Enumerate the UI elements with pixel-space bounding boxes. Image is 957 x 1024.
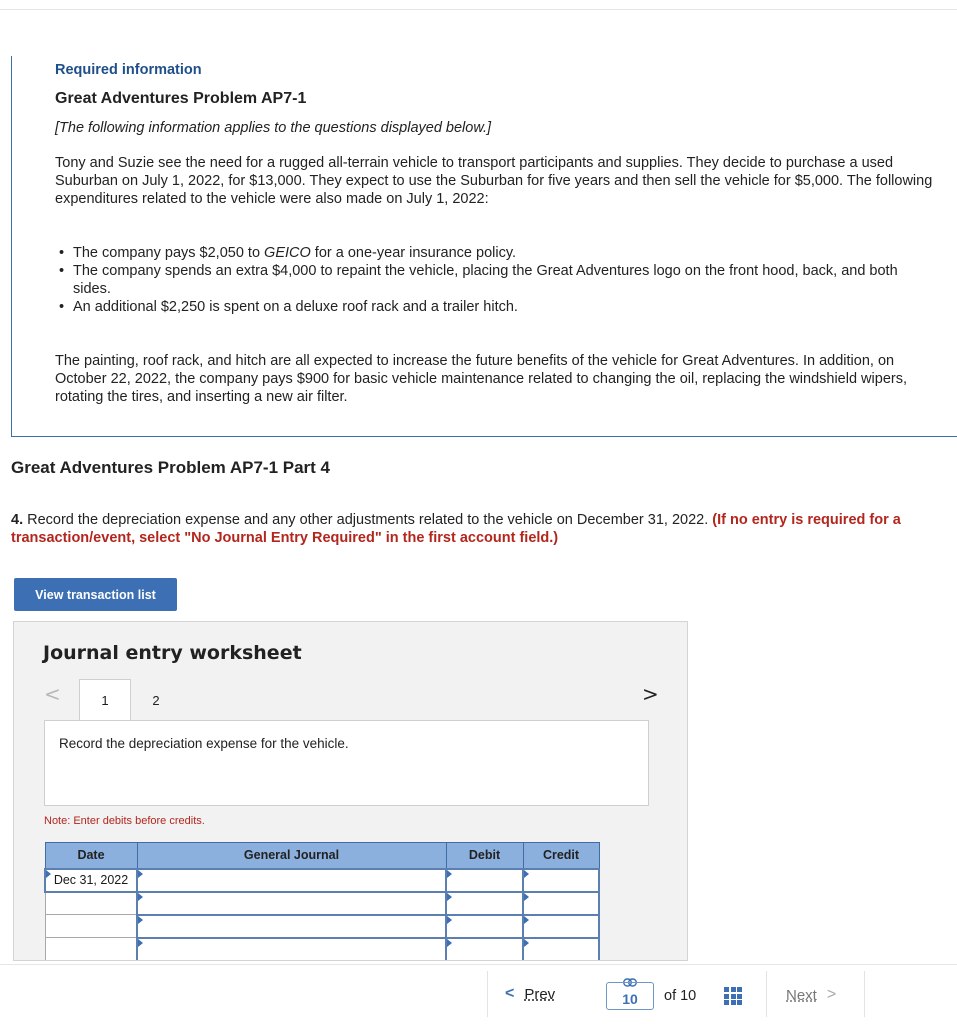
prev-button[interactable]	[505, 985, 555, 1003]
account-select[interactable]	[137, 938, 446, 961]
required-information-panel	[11, 56, 957, 437]
page-total: of 10	[664, 988, 697, 1004]
part-title: Great Adventures Problem AP7-1 Part 4	[11, 458, 331, 477]
tab-entry-2[interactable]: 2	[152, 692, 160, 708]
credit-input[interactable]	[523, 938, 599, 961]
account-select[interactable]	[137, 915, 446, 938]
prev-label: Prev	[524, 985, 556, 1003]
chevron-left-icon[interactable]: <	[44, 682, 61, 706]
worksheet-title: Journal entry worksheet	[43, 642, 302, 664]
table-row	[45, 892, 599, 915]
date-column-header: Date	[45, 843, 137, 869]
date-cell	[45, 892, 137, 915]
table-row	[45, 869, 599, 892]
scenario-paragraph-1: Tony and Suzie see the need for a rugged all-terrain vehicle to transport participants and supplies. They decide to purchase a used Suburban on July 1, 2022, for $13,000. They expect to use the Suburban for five years and then sell the vehicle for $5,000. The following expenditures related to the vehicle were also made on July 1, 2022:	[55, 155, 933, 207]
question-number: 4.	[11, 512, 24, 528]
required-info-heading: Required information	[55, 62, 202, 78]
question-body: Record the depreciation expense and any other adjustments related to the vehicle on December 31, 2022.	[23, 512, 713, 528]
question-text	[11, 511, 953, 547]
footer-divider	[487, 971, 488, 1017]
entry-instruction: Record the depreciation expense for the vehicle.	[59, 736, 349, 751]
date-cell	[45, 915, 137, 938]
list-item: • The company pays $2,050 to GEICO for a one-year insurance policy.	[73, 244, 935, 262]
debit-input[interactable]	[446, 915, 523, 938]
next-button[interactable]	[786, 986, 836, 1004]
date-cell[interactable]: Dec 31, 2022	[45, 869, 137, 892]
expenditure-list	[73, 244, 935, 316]
journal-entry-worksheet	[13, 621, 688, 961]
problem-title: Great Adventures Problem AP7-1	[55, 90, 307, 107]
page-number-box[interactable]: 10	[606, 982, 654, 1010]
journal-table	[44, 842, 600, 961]
chevron-right-icon: >	[826, 986, 837, 1003]
debit-input[interactable]	[446, 938, 523, 961]
credit-input[interactable]	[523, 869, 599, 892]
general-journal-column-header: General Journal	[137, 843, 446, 869]
date-cell	[45, 938, 137, 961]
list-item: • The company spends an extra $4,000 to repaint the vehicle, placing the Great Adventures logo on the front hood, back, and both sides.	[73, 262, 935, 298]
debits-credits-note: Note: Enter debits before credits.	[44, 815, 205, 827]
pagination-footer	[0, 964, 957, 1024]
footer-divider	[864, 971, 865, 1017]
debit-input[interactable]	[446, 869, 523, 892]
credit-column-header: Credit	[523, 843, 599, 869]
tab-entry-1[interactable]: 1	[79, 679, 131, 721]
chevron-left-icon: <	[505, 985, 515, 1002]
footer-divider	[766, 971, 767, 1017]
account-select[interactable]	[137, 892, 446, 915]
table-row	[45, 938, 599, 961]
debit-input[interactable]	[446, 892, 523, 915]
credit-input[interactable]	[523, 915, 599, 938]
next-label: Next	[786, 986, 817, 1004]
entry-instruction-box	[44, 720, 649, 806]
question-instruction: (If no entry is required for a transaction/event, select "No Journal Entry Required" in the first account field.)	[11, 512, 901, 546]
credit-input[interactable]	[523, 892, 599, 915]
table-header-row	[45, 843, 599, 869]
table-row	[45, 915, 599, 938]
account-select[interactable]	[137, 869, 446, 892]
chevron-right-icon[interactable]: >	[642, 682, 659, 706]
view-transaction-list-button[interactable]: View transaction list	[14, 578, 177, 611]
top-divider	[0, 9, 957, 10]
applies-note: [The following information applies to the questions displayed below.]	[55, 120, 492, 136]
grid-icon[interactable]	[724, 987, 742, 1005]
scenario-paragraph-2: The painting, roof rack, and hitch are all expected to increase the future benefits of the vehicle for Great Adventures. In addition, on October 22, 2022, the company pays $900 for basic vehicle maintenance related to changing the oil, replacing the windshield wipers, rotating the tires, and inserting a new air filter.	[55, 353, 907, 405]
list-item: • An additional $2,250 is spent on a deluxe roof rack and a trailer hitch.	[73, 298, 935, 316]
debit-column-header: Debit	[446, 843, 523, 869]
